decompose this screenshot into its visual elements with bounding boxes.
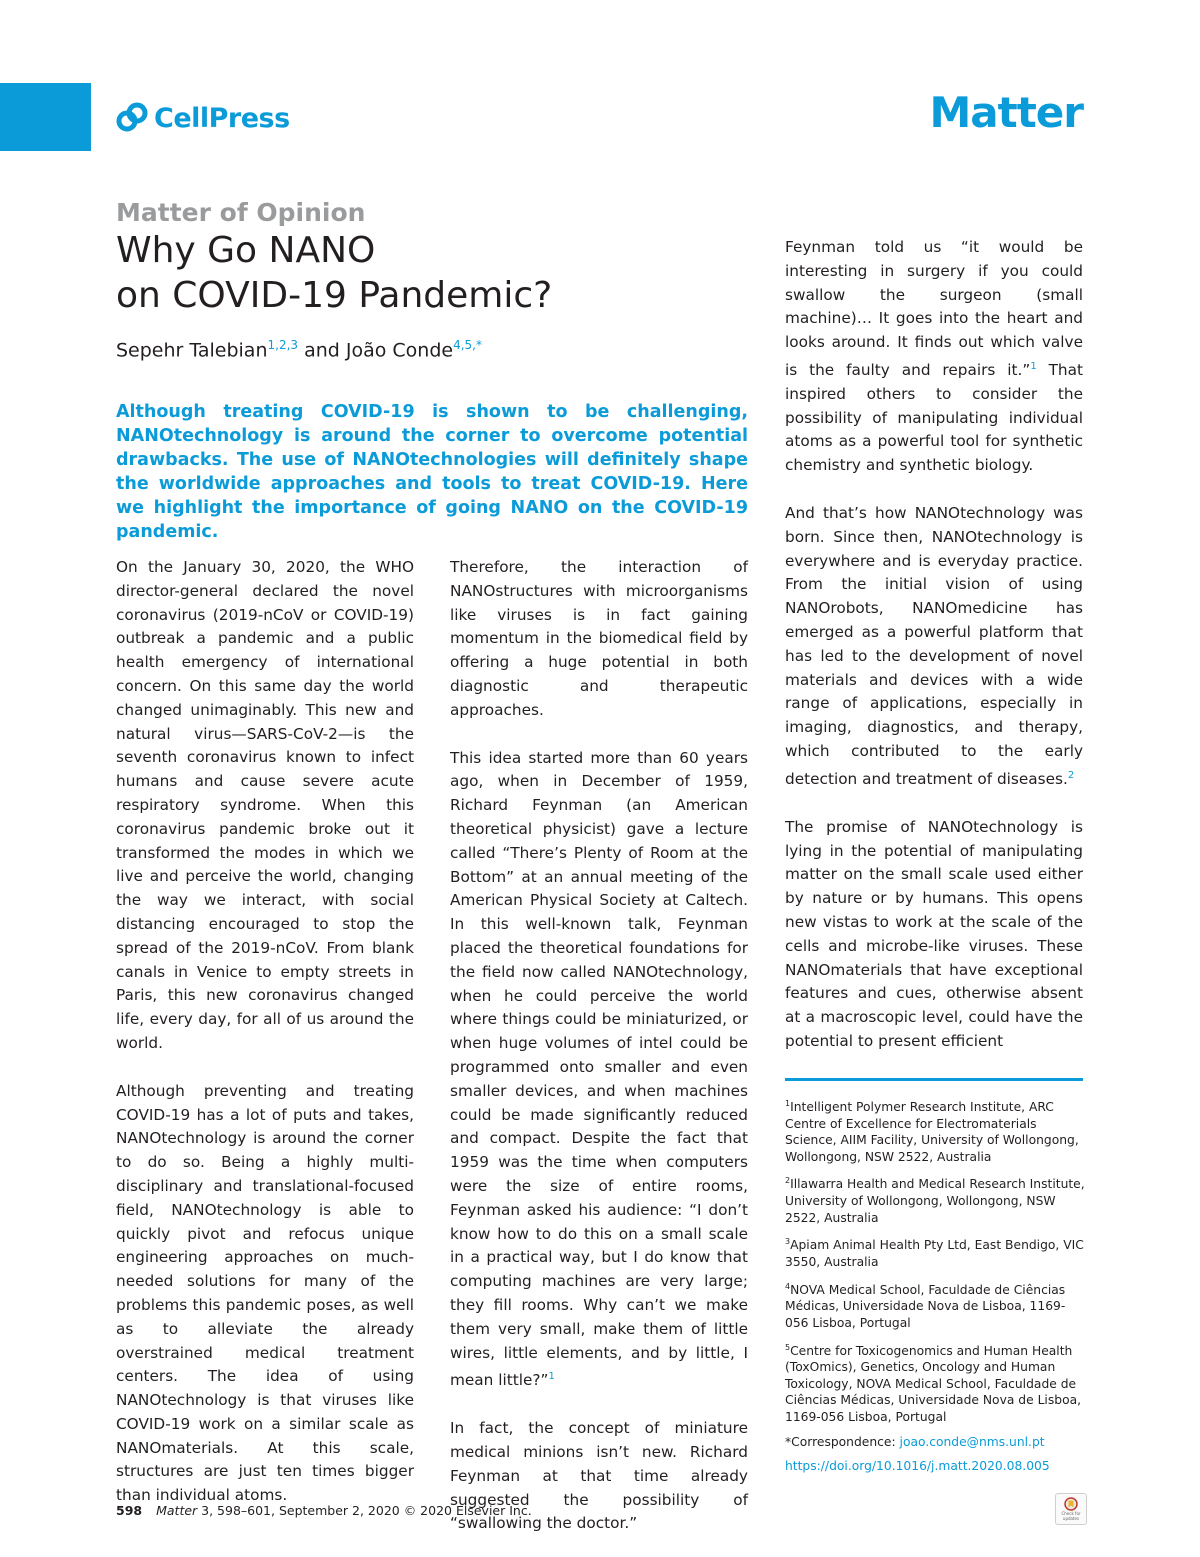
body-paragraph bbox=[785, 236, 1083, 478]
body-paragraph: Therefore, the interaction of NANOstructures with microorganisms like viruses is in fact gaining momentum in the biomedical field by offering a huge potential in both diagnostic and therapeutic approaches. bbox=[450, 558, 748, 719]
affiliation-number: 4 bbox=[785, 1281, 791, 1291]
affiliation-text: Centre for Toxicogenomics and Human Health (ToxOmics), Genetics, Oncology and Human Toxicology, NOVA Medical School, Faculdade de Ciências Médicas, Universidade Nova de Lisboa, 1169-056 Lisboa, Portugal bbox=[785, 1343, 1082, 1424]
section-label: Matter of Opinion bbox=[116, 198, 366, 227]
check-for-updates-badge[interactable] bbox=[1055, 1493, 1087, 1525]
body-paragraph bbox=[450, 747, 748, 1394]
affiliation-item bbox=[785, 1279, 1085, 1332]
author-separator: and bbox=[298, 339, 346, 362]
body-column-2 bbox=[450, 556, 748, 1536]
affiliation-item bbox=[785, 1096, 1085, 1165]
cellpress-logo-icon bbox=[116, 102, 148, 134]
footnote-divider bbox=[785, 1078, 1083, 1081]
affiliation-text: Illawarra Health and Medical Research Institute, University of Wollongong, Wollongong, NSW 2522, Australia bbox=[785, 1177, 1085, 1225]
affiliations-block bbox=[785, 1096, 1085, 1483]
body-column-1 bbox=[116, 556, 414, 1508]
paragraph-text: And that’s how NANOtechnology was born. Since then, NANOtechnology is everywhere and is everyday practice. From the initial vision of using NANOrobots, NANOmedicine has emerged as a powerful platform that has led to the development of novel materials and devices with a wide range of applications, especially in imaging, diagnostics, and therapy, which contributed to the early detection and treatment of diseases. bbox=[785, 504, 1083, 788]
author-affiliation-marker: 1,2,3 bbox=[267, 338, 299, 352]
bookmark-icon bbox=[1064, 1497, 1078, 1511]
affiliation-item bbox=[785, 1340, 1085, 1426]
affiliation-number: 2 bbox=[785, 1176, 791, 1186]
correspondence bbox=[785, 1434, 1085, 1451]
page-footer bbox=[116, 1503, 532, 1518]
affiliation-text: NOVA Medical School, Faculdade de Ciências Médicas, Universidade Nova de Lisboa, 1169-056 Lisboa, Portugal bbox=[785, 1282, 1066, 1330]
badge-label: Check for updates bbox=[1061, 1511, 1081, 1521]
reference-link[interactable]: 1 bbox=[548, 1371, 555, 1383]
affiliation-number: 5 bbox=[785, 1342, 791, 1352]
footer-citation: 3, 598–601, September 2, 2020 © 2020 Elsevier Inc. bbox=[197, 1503, 532, 1518]
title-line-1: Why Go NANO bbox=[116, 230, 376, 271]
header-color-block bbox=[0, 83, 91, 151]
affiliation-item bbox=[785, 1173, 1085, 1226]
body-paragraph: In fact, the concept of miniature medical minions isn’t new. Richard Feynman at that time already suggested the possibility of “swallowing the doctor.” bbox=[450, 1419, 748, 1533]
affiliation-text: Intelligent Polymer Research Institute, ARC Centre of Excellence for Electromaterials Science, AIIM Facility, University of Wollongong, Wollongong, NSW 2522, Australia bbox=[785, 1100, 1079, 1164]
correspondence-email-link[interactable]: joao.conde@nms.unl.pt bbox=[899, 1434, 1045, 1449]
reference-link[interactable]: 1 bbox=[1030, 360, 1037, 372]
affiliation-text: Apiam Animal Health Pty Ltd, East Bendigo, VIC 3550, Australia bbox=[785, 1238, 1084, 1270]
page-number: 598 bbox=[116, 1503, 143, 1518]
article-title bbox=[116, 228, 756, 318]
publisher-logo[interactable] bbox=[116, 100, 290, 136]
body-column-3 bbox=[785, 236, 1083, 1054]
reference-link[interactable]: 2 bbox=[1067, 769, 1075, 781]
doi bbox=[785, 1458, 1085, 1475]
paragraph-text: Feynman told us “it would be interesting in surgery if you could swallow the surgeon (small machine)… It goes into the heart and looks around. It finds out which valve is the faulty and repairs it.” bbox=[785, 238, 1083, 380]
body-paragraph: Although preventing and treating COVID-19 has a lot of puts and takes, NANOtechnology is around the corner to do so. Being a highly multi-disciplinary and translational-focused field, NANOtechnology is able to quickly pivot and refocus unique engineering approaches on much-needed solutions for many of the problems this pandemic poses, as well as to alleviate the already overstrained medical treatment centers. The idea of using NANOtechnology is that viruses like COVID-19 work on a similar scale as NANOmaterials. At this scale, structures are just ten times bigger than individual atoms. bbox=[116, 1081, 414, 1505]
paragraph-text: This idea started more than 60 years ago, when in December of 1959, Richard Feynman (an American theoretical physicist) gave a lecture called “There’s Plenty of Room at the Bottom” at an annual meeting of the American Physical Society at Caltech. In this well-known talk, Feynman placed the theoretical foundations for the field now called NANOtechnology, when he could perceive the world where things could be miniaturized, or when huge volumes of intel could be programmed onto smaller and even smaller devices, and when machines could be made significantly reduced and compact. Despite the fact that 1959 was the time when computers were the size of entire rooms, Feynman asked his audience: “I don’t know how to do this on a small scale in a practical way, but I do know that computing machines are very large; they fill rooms. Why can’t we make them very small, make them of little wires, little elements, and by little, I mean little?” bbox=[450, 748, 748, 1390]
body-paragraph bbox=[785, 502, 1083, 792]
author-name: João Conde bbox=[345, 339, 454, 362]
article-abstract: Although treating COVID-19 is shown to be challenging, NANOtechnology is around the corner to overcome potential drawbacks. The use of NANOtechnologies will definitely shape the worldwide approaches and tools to treat COVID-19. Here we highlight the importance of going NANO on the COVID-19 pandemic. bbox=[116, 402, 748, 542]
affiliation-item bbox=[785, 1234, 1085, 1270]
author-name: Sepehr Talebian bbox=[116, 339, 268, 362]
author-list bbox=[116, 338, 482, 361]
affiliation-number: 3 bbox=[785, 1237, 791, 1247]
body-paragraph: On the January 30, 2020, the WHO director-general declared the novel coronavirus (2019-nCoV or COVID-19) outbreak a pandemic and a public health emergency of international concern. On this same day the world changed unimaginably. This new and natural virus—SARS-CoV-2—is the seventh coronavirus known to infect humans and cause severe acute respiratory syndrome. When this coronavirus pandemic broke out it transformed the modes in which we live and perceive the world, changing the way we interact, with social distancing encouraged to stop the spread of the 2019-nCoV. From blank canals in Venice to empty streets in Paris, this new coronavirus changed life, every day, for all of us around the world. bbox=[116, 558, 414, 1052]
body-paragraph: The promise of NANOtechnology is lying in the potential of manipulating matter on the small scale used either by nature or by humans. This opens new vistas to work at the scale of the cells and microbe-like viruses. These NANOmaterials that have exceptional features and cues, otherwise absent at a macroscopic level, could have the potential to present efficient bbox=[785, 817, 1083, 1050]
paragraph-text: That inspired others to consider the possibility of manipulating individual atoms as a powerful tool for synthetic chemistry and synthetic biology. bbox=[785, 361, 1083, 475]
publisher-name: CellPress bbox=[154, 102, 290, 134]
title-line-2: on COVID-19 Pandemic? bbox=[116, 275, 553, 316]
doi-link[interactable]: https://doi.org/10.1016/j.matt.2020.08.005 bbox=[785, 1459, 1050, 1474]
footer-journal: Matter bbox=[156, 1503, 198, 1518]
journal-name: Matter bbox=[929, 88, 1083, 137]
author-affiliation-marker: 4,5,* bbox=[453, 338, 482, 352]
correspondence-label: *Correspondence: bbox=[785, 1434, 900, 1449]
affiliation-number: 1 bbox=[785, 1099, 791, 1108]
